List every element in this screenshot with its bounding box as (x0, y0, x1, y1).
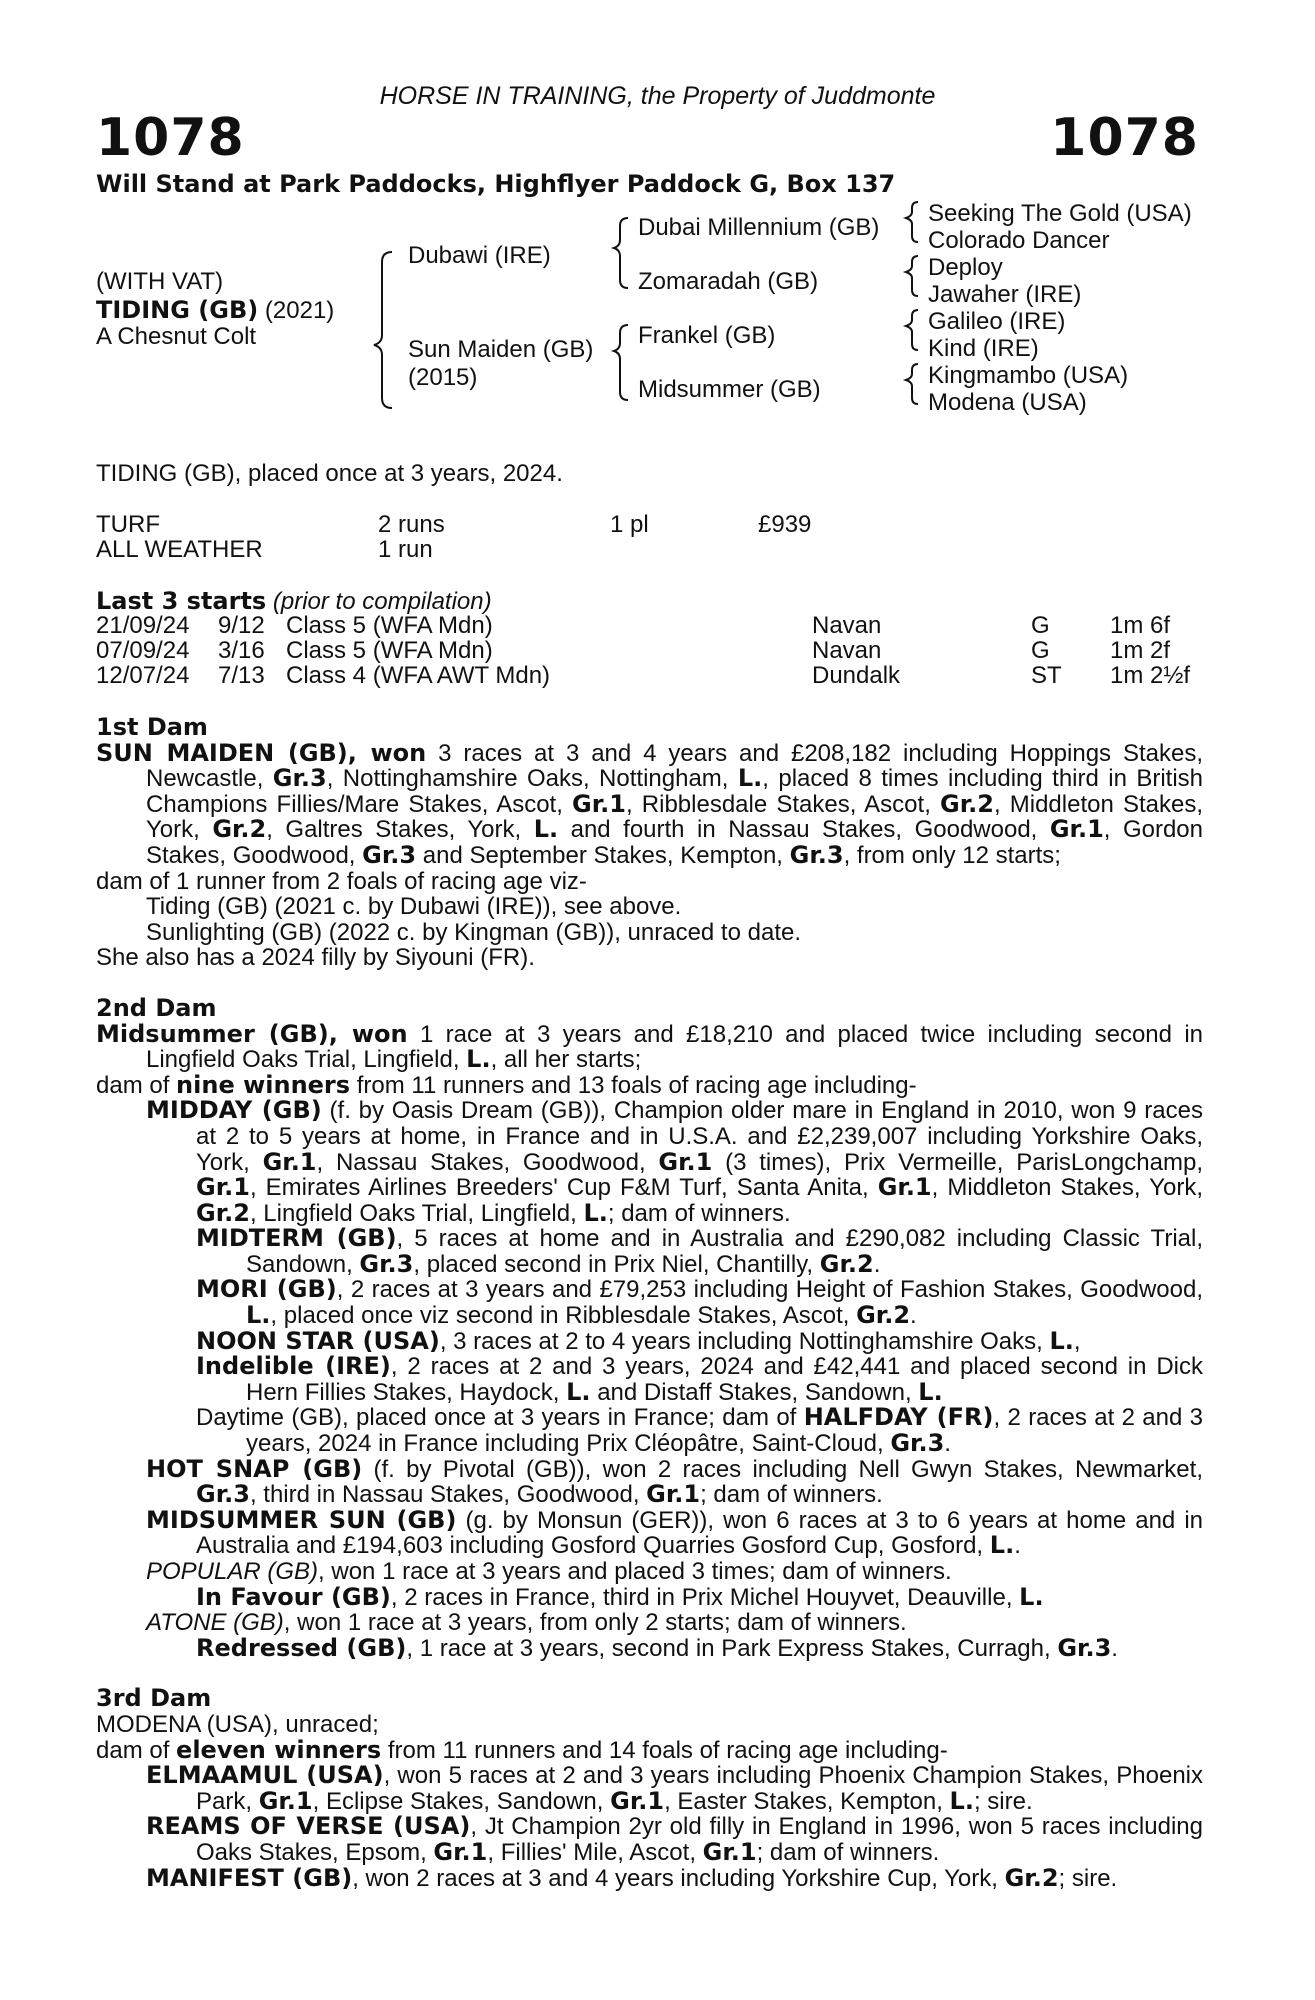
text-run: , from only 12 starts; (843, 841, 1061, 869)
bold-text: Gr.1 (877, 1173, 932, 1202)
bold-text: L. (918, 1377, 943, 1406)
start-going: G (1031, 637, 1050, 664)
text-run: , Fillies' Mile, Ascot, (487, 1838, 703, 1866)
produce-entry (96, 1582, 1203, 1611)
start-race: Class 4 (WFA AWT Mdn) (286, 662, 551, 689)
start-date: 07/09/24 (96, 637, 190, 664)
bold-text: NOON STAR (USA) (196, 1326, 440, 1355)
bold-text: HALFDAY (FR) (803, 1403, 994, 1432)
bold-text: Gr.1 (610, 1786, 665, 1815)
text-run: and fourth in Nassau Stakes, Goodwood, (558, 816, 1050, 844)
record-runs: 1 run (378, 536, 433, 563)
bold-text: Gr.2 (212, 815, 267, 844)
bold-text: Gr.1 (258, 1786, 313, 1815)
italic-text: POPULAR (GB) (146, 1558, 319, 1585)
text-run: , Gordon Stakes, Goodwood, (146, 816, 1203, 869)
bold-text: Midsummer (GB), won (96, 1019, 408, 1048)
horse-name: TIDING (GB) (96, 296, 259, 324)
first-dam-record (96, 738, 1204, 869)
produce-entry (96, 1559, 1203, 1585)
text-run: 3 races at 3 and 4 years and £208,182 including Hoppings Stakes, Newcastle, (146, 739, 1203, 793)
bold-text: Gr.2 (856, 1301, 911, 1330)
text-run: , third in Nassau Stakes, Goodwood, (249, 1481, 647, 1509)
bold-text: L. (466, 1045, 491, 1074)
bold-text: Gr.1 (433, 1837, 488, 1866)
pedigree-g3: Deploy (928, 254, 1003, 281)
text-run: ; dam of winners. (607, 1199, 791, 1227)
text-run: , Ribblesdale Stakes, Ascot, (625, 790, 941, 818)
second-dam-heading: 2nd Dam (96, 993, 217, 1022)
text-run: Daytime (GB), placed once at 3 years in France; dam of (196, 1404, 804, 1432)
start-pos: 9/12 (218, 612, 265, 639)
first-dam-produce-intro: dam of 1 runner from 2 foals of racing age viz- (96, 867, 587, 895)
page-header-title: HORSE IN TRAINING, the Property of Juddmonte (379, 82, 936, 110)
bold-text: Gr.2 (940, 789, 994, 818)
pedigree-notes (96, 715, 1203, 1891)
bold-text: L. (989, 1531, 1015, 1560)
text-run: dam of (96, 1736, 177, 1764)
text-run: , 5 races at home and in Australia and £290,082 including Classic Trial, Sandown, (246, 1225, 1203, 1278)
produce-entry (96, 1226, 1203, 1277)
pedigree-g2: Colorado Dancer (928, 227, 1110, 254)
pedigree-g7: Kingmambo (USA) (928, 362, 1129, 389)
text-run: (f. by Pivotal (GB)), won 2 races including Nell Gwyn Stakes, Newmarket, (362, 1455, 1203, 1483)
first-dam-produce-item: Tiding (GB) (2021 c. by Dubawi (IRE)), see above. (146, 893, 682, 921)
third-dam-paragraphs (96, 1712, 1203, 1891)
bold-text: Gr.1 (1049, 815, 1104, 844)
text-run: , Galtres Stakes, York, (266, 816, 534, 844)
pedigree-dam-dam: Midsummer (GB) (638, 376, 821, 403)
pedigree-g8: Modena (USA) (928, 389, 1087, 416)
record-runs: 2 runs (378, 511, 445, 538)
pedigree-dam: Sun Maiden (GB) (408, 336, 594, 363)
text-run: , Emirates Airlines Breeders' Cup F&M Turf, Santa Anita, (249, 1174, 878, 1202)
start-pos: 3/16 (218, 637, 265, 664)
bold-text: Gr.1 (196, 1173, 250, 1202)
produce-entry (96, 1505, 1204, 1560)
produce-entry (96, 1098, 1203, 1226)
pedigree-dam-sire: Frankel (GB) (638, 322, 776, 349)
text-run: , Middleton Stakes, York, (931, 1174, 1203, 1202)
pedigree-dam-year: (2015) (408, 364, 478, 391)
bold-text: L. (1019, 1582, 1044, 1611)
record-surface: TURF (96, 511, 160, 538)
third-dam-heading: 3rd Dam (96, 1684, 212, 1713)
bold-text: L. (583, 1198, 608, 1227)
pedigree-sire: Dubawi (IRE) (408, 242, 551, 269)
bold-text: SUN MAIDEN (GB), won (96, 738, 427, 767)
bold-text: L. (533, 815, 559, 844)
bold-text: Indelible (IRE) (196, 1352, 391, 1381)
bold-text: L. (949, 1786, 974, 1815)
text-run: , 2 races in France, third in Prix Michel Houyvet, Deauville, (390, 1583, 1020, 1611)
text-run: . (944, 1430, 951, 1458)
text-run: , (1073, 1327, 1081, 1355)
produce-entry (96, 1633, 1203, 1662)
lot-number-left: 1078 (96, 108, 245, 168)
text-run: , won 1 race at 3 years, from only 2 starts; dam of winners. (283, 1609, 907, 1637)
bold-text: L. (566, 1377, 591, 1406)
start-date: 12/07/24 (96, 662, 190, 689)
start-pos: 7/13 (218, 662, 265, 689)
bold-text: Gr.1 (702, 1837, 757, 1866)
bold-text: nine winners (176, 1070, 351, 1099)
text-run: and September Stakes, Kempton, (416, 841, 790, 869)
stand-info: Will Stand at Park Paddocks, Highflyer Paddock G, Box 137 (96, 170, 896, 198)
text-run: (f. by Oasis Dream (GB)), Champion older mare in England in 2010, won 9 races at 2 to 5 years at home, in France and in U.S.A. and £2,239,007 including Yorkshire Oaks, York, (196, 1097, 1203, 1176)
bold-text: L. (1049, 1326, 1074, 1355)
produce-entry (96, 1019, 1203, 1074)
text-run: ; sire. (1058, 1864, 1118, 1892)
bold-text: Gr.3 (272, 764, 327, 793)
bold-text: Gr.3 (1057, 1633, 1112, 1662)
lot-number-right: 1078 (1050, 108, 1199, 168)
produce-entry (96, 1354, 1203, 1405)
bold-text: Gr.2 (196, 1198, 250, 1227)
last-starts-heading (96, 588, 492, 615)
text-run: , Easter Stakes, Kempton, (664, 1787, 950, 1815)
bold-text: ELMAAMUL (USA) (146, 1761, 384, 1790)
bold-text: Gr.1 (572, 789, 626, 818)
pedigree-g4: Jawaher (IRE) (928, 281, 1082, 308)
text-run: , placed second in Prix Niel, Chantilly, (413, 1250, 820, 1278)
text-run: , 2 races at 2 and 3 years, 2024 and £42,441 and placed second in Dick Hern Fillies Stakes, Haydock, (246, 1353, 1203, 1406)
first-dam-note: She also has a 2024 filly by Siyouni (FR). (96, 944, 535, 972)
text-run: , won 5 races at 2 and 3 years including Phoenix Champion Stakes, Phoenix Park, (196, 1762, 1203, 1815)
racing-summary: TIDING (GB), placed once at 3 years, 2024. (96, 460, 563, 487)
text-run: . (873, 1250, 881, 1278)
produce-entry (96, 1814, 1203, 1865)
pedigree-sire-sire: Dubai Millennium (GB) (638, 214, 880, 241)
produce-entry (96, 1277, 1203, 1328)
bold-text: REAMS OF VERSE (USA) (146, 1812, 471, 1841)
horse-description: A Chesnut Colt (96, 323, 257, 350)
record-earnings: £939 (758, 511, 812, 538)
bold-text: Gr.3 (362, 840, 417, 869)
start-dist: 1m 6f (1110, 612, 1171, 639)
bold-text: Gr.3 (359, 1249, 414, 1278)
text-run: , placed 8 times including third in British Champions Fillies/Mare Stakes, Ascot, (146, 765, 1204, 818)
text-run: ; dam of winners. (756, 1838, 940, 1866)
start-date: 21/09/24 (96, 612, 190, 639)
bold-text: HOT SNAP (GB) (146, 1454, 363, 1483)
bold-text: Gr.1 (262, 1147, 317, 1176)
text-run: , 3 races at 2 to 4 years including Nottinghamshire Oaks, (439, 1327, 1050, 1355)
text-run: . (1111, 1634, 1118, 1662)
bold-text: MANIFEST (GB) (146, 1863, 353, 1892)
pedigree-sire-dam: Zomaradah (GB) (638, 268, 819, 295)
produce-entry (96, 1863, 1203, 1892)
pedigree-g6: Kind (IRE) (928, 335, 1039, 362)
bold-text: Gr.2 (1004, 1863, 1059, 1892)
start-course: Dundalk (812, 662, 901, 689)
text-run: (3 times), Prix Vermeille, ParisLongchamp, (712, 1148, 1203, 1176)
italic-text: ATONE (GB) (146, 1609, 284, 1637)
record-placings: 1 pl (610, 511, 649, 538)
last-starts-note: (prior to compilation) (272, 588, 492, 615)
last-starts-title: Last 3 starts (96, 587, 267, 615)
text-run: , Nottinghamshire Oaks, Nottingham, (326, 765, 738, 793)
bold-text: Gr.3 (890, 1429, 945, 1458)
bold-text: Gr.3 (196, 1480, 250, 1509)
start-course: Navan (812, 612, 882, 639)
text-run: , Middleton Stakes, York, (146, 790, 1203, 844)
bold-text: MIDSUMMER SUN (GB) (146, 1505, 457, 1534)
start-race: Class 5 (WFA Mdn) (286, 612, 493, 639)
produce-entry (96, 1070, 1203, 1099)
horse-year: (2021) (264, 297, 335, 324)
text-run: (g. by Monsun (GER)), won 6 races at 3 to 6 years at home and in Australia and £194,603 including Gosford Quarries Gosford Cup, Gosford, (196, 1506, 1204, 1560)
bold-text: MORI (GB) (196, 1275, 337, 1304)
bold-text: MIDDAY (GB) (146, 1096, 322, 1125)
text-run: , won 2 races at 3 and 4 years including Yorkshire Cup, York, (352, 1864, 1005, 1892)
text-run: , Jt Champion 2yr old filly in England in 1996, won 5 races including Oaks Stakes, Epsom, (196, 1813, 1203, 1866)
record-surface: ALL WEATHER (96, 536, 263, 563)
second-dam-paragraphs (96, 1019, 1204, 1662)
produce-entry (96, 1735, 1203, 1764)
bold-text: In Favour (GB) (196, 1582, 391, 1611)
bold-text: Redressed (GB) (196, 1633, 407, 1662)
text-run: 1 race at 3 years and £18,210 and placed twice including second in Lingfield Oaks Trial, Lingfield, (146, 1020, 1203, 1074)
bold-text: L. (737, 764, 763, 793)
text-run: MODENA (USA), unraced; (96, 1710, 379, 1738)
produce-entry (96, 1326, 1203, 1355)
start-dist: 1m 2½f (1110, 662, 1191, 689)
bold-text: L. (246, 1301, 271, 1330)
produce-entry (96, 1712, 1203, 1738)
text-run: ; dam of winners. (700, 1481, 883, 1509)
start-dist: 1m 2f (1110, 637, 1171, 664)
text-run: , 2 races at 2 and 3 years, 2024 in France including Prix Cléopâtre, Saint-Cloud, (246, 1404, 1204, 1458)
first-dam-heading: 1st Dam (96, 713, 208, 741)
text-run: , Nassau Stakes, Goodwood, (316, 1148, 659, 1176)
start-course: Navan (812, 637, 882, 664)
text-run: from 11 runners and 14 foals of racing age including- (381, 1736, 948, 1764)
bold-text: Gr.2 (819, 1249, 874, 1278)
text-run: , all her starts; (490, 1046, 642, 1074)
first-dam-produce-item: Sunlighting (GB) (2022 c. by Kingman (GB)), unraced to date. (146, 918, 801, 946)
vat-label: (WITH VAT) (96, 268, 224, 295)
produce-entry (96, 1454, 1203, 1509)
bold-text: MIDTERM (GB) (196, 1224, 397, 1253)
text-run: , won 1 race at 3 years and placed 3 times; dam of winners. (318, 1558, 952, 1585)
bold-text: Gr.3 (789, 840, 844, 869)
text-run: ; sire. (973, 1787, 1033, 1815)
text-run: , Lingfield Oaks Trial, Lingfield, (249, 1199, 584, 1227)
start-going: G (1031, 612, 1050, 639)
text-run: dam of (96, 1071, 177, 1099)
pedigree-g5: Galileo (IRE) (928, 308, 1066, 335)
text-run: , 1 race at 3 years, second in Park Express Stakes, Curragh, (406, 1634, 1058, 1662)
bold-text: Gr.1 (646, 1480, 701, 1509)
pedigree-g1: Seeking The Gold (USA) (928, 200, 1192, 227)
produce-entry (96, 1763, 1203, 1814)
bold-text: eleven winners (176, 1735, 382, 1764)
text-run: and Distaff Stakes, Sandown, (590, 1378, 919, 1406)
text-run: . (910, 1302, 917, 1330)
text-run: , 2 races at 3 years and £79,253 including Height of Fashion Stakes, Goodwood, (336, 1276, 1203, 1304)
text-run: , placed once viz second in Ribblesdale Stakes, Ascot, (270, 1302, 857, 1330)
produce-entry (96, 1610, 1203, 1636)
text-run: , Eclipse Stakes, Sandown, (312, 1787, 611, 1815)
start-race: Class 5 (WFA Mdn) (286, 637, 493, 664)
text-run: from 11 runners and 13 foals of racing age including- (350, 1071, 917, 1099)
start-going: ST (1031, 662, 1062, 689)
text-run: . (1014, 1532, 1021, 1560)
produce-entry (96, 1405, 1203, 1456)
bold-text: Gr.1 (658, 1147, 713, 1176)
